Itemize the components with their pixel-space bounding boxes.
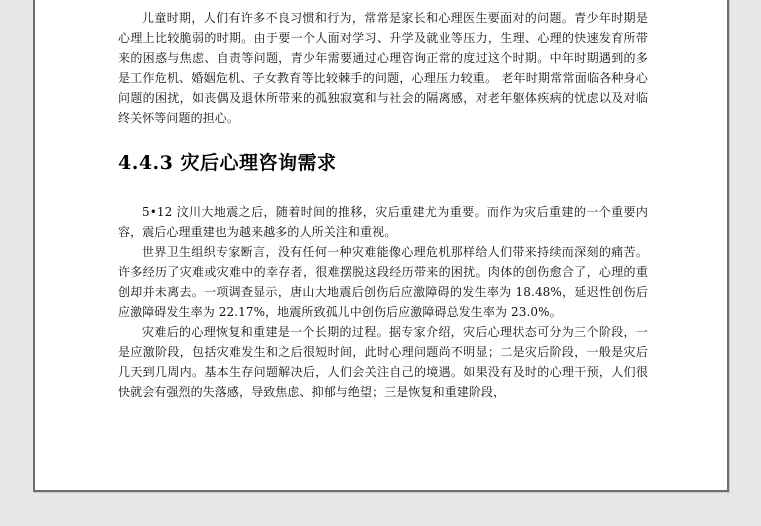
section-body [118, 202, 648, 402]
page-content [118, 8, 648, 402]
intro-paragraph: 儿童时期，人们有许多不良习惯和行为，常常是家长和心理医生要面对的问题。青少年时期是心理上比较脆弱的时期。由于要一个人面对学习、升学及就业等压力，生理、心理的快速发育所带来的困惑与焦虑、自责等问题，青少年需要通过心理咨询正常的度过这个时期。中年时期遇到的多是工作危机、婚姻危机、子女教育等比较棘手的问题，心理压力较重。 老年时期常常面临各种身心问题的困扰，如丧偶及退休所带来的孤独寂寞和与社会的隔离感，对老年躯体疾病的忧虑以及对临终关怀等问题的担心。 [118, 11, 648, 125]
body-paragraph: 世界卫生组织专家断言，没有任何一种灾难能像心理危机那样给人们带来持续而深刻的痛苦。许多经历了灾难或灾难中的幸存者，很难摆脱这段经历带来的困扰。肉体的创伤愈合了，心理的重创却并未离去。一项调查显示，唐山大地震后创伤后应激障碍的发生率为 18.48%，延迟性创伤后应激障碍发生率为 22.17%，地震所致孤儿中创伤后应激障碍总发生率为 23.0%。 [118, 245, 648, 319]
section-heading: 4.4.3 灾后心理咨询需求 [118, 152, 337, 174]
body-paragraph: 5•12 汶川大地震之后，随着时间的推移，灾后重建尤为重要。而作为灾后重建的一个重要内容，震后心理重建也为越来越多的人所关注和重视。 [118, 205, 648, 239]
document-page [33, 0, 729, 492]
body-paragraph: 灾难后的心理恢复和重建是一个长期的过程。据专家介绍，灾后心理状态可分为三个阶段，一是应激阶段，包括灾难发生和之后很短时间，此时心理问题尚不明显；二是灾后阶段，一般是灾后几天到几周内。基本生存问题解决后，人们会关注自己的境遇。如果没有及时的心理干预，人们很快就会有强烈的失落感，导致焦虑、抑郁与绝望；三是恢复和重建阶段， [118, 325, 648, 399]
